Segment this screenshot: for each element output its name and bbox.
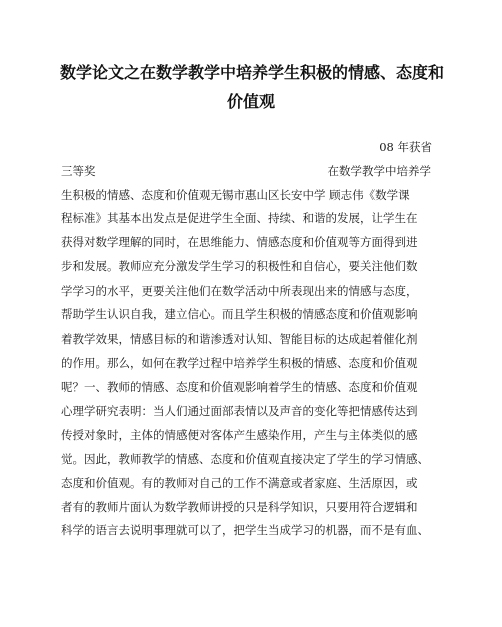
body-line-9: 呢？一、教师的情感、态度和价值观影响着学生的情感、态度和价值观 bbox=[61, 380, 418, 394]
body-line-4: 步和发展。教师应充分激发学生学习的积极性和自信心，要关注他们数 bbox=[61, 259, 418, 273]
body-line-12: 觉。因此，教师教学的情感、态度和价值观直接决定了学生的学习情感、 bbox=[61, 452, 429, 466]
subtitle-start-text: 在数学教学中培养学 bbox=[327, 164, 431, 178]
body-line-8: 的作用。那么，如何在教学过程中培养学生积极的情感、态度和价值观 bbox=[61, 356, 418, 370]
award-level-text: 三等奖 bbox=[61, 164, 96, 178]
award-year-text: 08 年获省 bbox=[379, 140, 432, 154]
body-line-1: 生积极的情感、态度和价值观无锡市惠山区长安中学 顾志伟《数学课 bbox=[61, 188, 410, 202]
body-line-6: 帮助学生认识自我，建立信心。而且学生积极的情感态度和价值观影响 bbox=[61, 307, 418, 321]
award-line bbox=[61, 163, 431, 179]
body-line-11: 传授对象时，主体的情感便对客体产生感染作用，产生与主体类似的感 bbox=[61, 428, 418, 442]
body-line-15: 科学的语言去说明事理就可以了，把学生当成学习的机器，而不是有血、 bbox=[61, 523, 429, 537]
body-line-13: 态度和价值观。有的教师对自己的工作不满意或者家庭、生活原因，或 bbox=[61, 476, 418, 490]
body-line-7: 着教学效果，情感目标的和谐渗透对认知、智能目标的达成起着催化剂 bbox=[61, 332, 418, 346]
body-line-3: 获得对数学理解的同时，在思维能力、情感态度和价值观等方面得到进 bbox=[61, 235, 418, 249]
document-title-line-2: 价值观 bbox=[226, 92, 275, 111]
body-line-5: 学学习的水平，更要关注他们在数学活动中所表现出来的情感与态度， bbox=[61, 284, 418, 298]
document-title-line-1: 数学论文之在数学教学中培养学生积极的情感、态度和 bbox=[60, 63, 445, 82]
body-line-10: 心理学研究表明：当人们通过面部表情以及声音的变化等把情感传达到 bbox=[61, 404, 418, 418]
body-line-2: 程标准》其基本出发点是促进学生全面、持续、和谐的发展，让学生在 bbox=[61, 211, 418, 225]
body-line-14: 者有的教师片面认为数学教师讲授的只是科学知识，只要用符合逻辑和 bbox=[61, 500, 418, 514]
